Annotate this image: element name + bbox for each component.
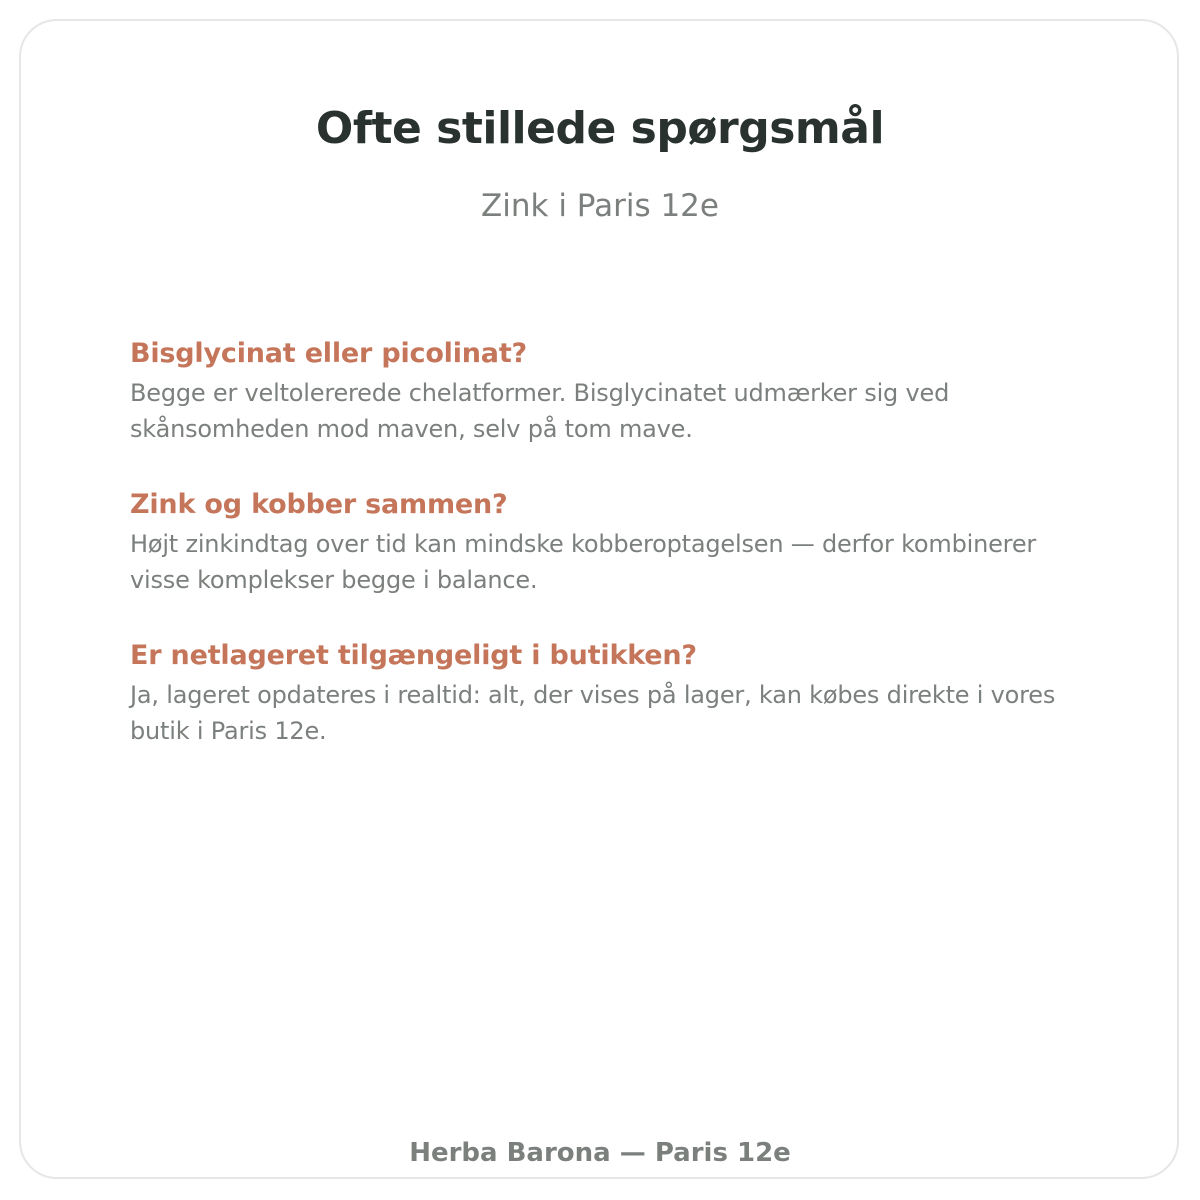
page-subtitle: Zink i Paris 12e (481, 188, 719, 224)
faq-item (130, 635, 1090, 749)
faq-item (130, 484, 1090, 598)
faq-question: Er netlageret tilgængeligt i butikken? (130, 640, 697, 671)
faq-answer: Begge er veltolererede chelatformer. Bisglycinatet udmærker sig ved skånsomheden mod maven, selv på tom mave. (130, 379, 950, 443)
faq-answer: Ja, lageret opdateres i realtid: alt, der vises på lager, kan købes direkte i vores butik i Paris 12e. (130, 681, 1056, 745)
faq-question: Zink og kobber sammen? (130, 489, 508, 520)
footer-brand: Herba Barona — Paris 12e (409, 1138, 791, 1168)
faq-answer: Højt zinkindtag over tid kan mindske kobberoptagelsen — derfor kombinerer visse komplekser begge i balance. (130, 530, 1037, 594)
faq-question: Bisglycinat eller picolinat? (130, 338, 528, 369)
faq-list (130, 333, 1090, 786)
page-title: Ofte stillede spørgsmål (315, 103, 885, 154)
faq-item (130, 333, 1090, 447)
